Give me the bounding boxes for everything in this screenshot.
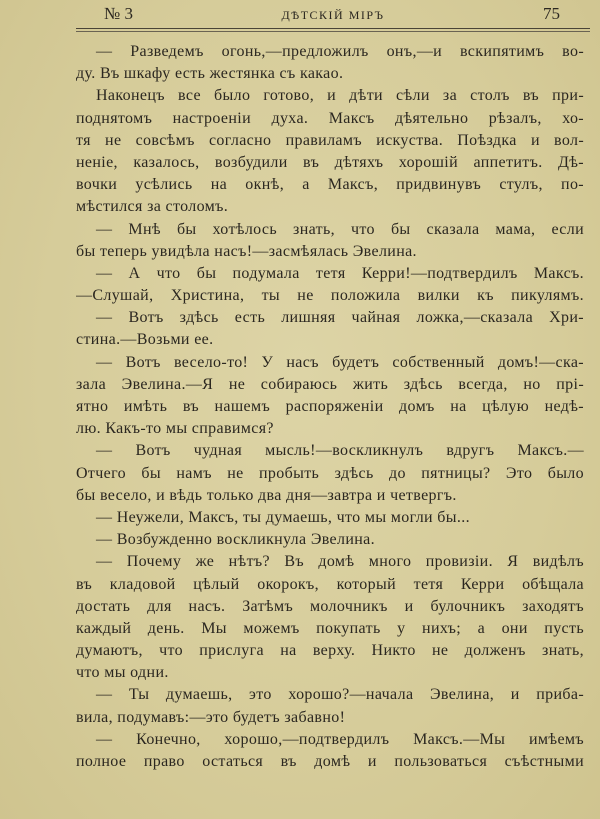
text-line: —Слушай, Христина, ты не положила вилки къ пикулямъ. xyxy=(76,287,584,305)
journal-title: ДѢТСКIЙ МIРЪ xyxy=(281,8,385,22)
text-line: Наконецъ все было готово, и дѣти сѣли за столъ въ при- xyxy=(96,87,584,105)
text-line: вила, подумавъ:—это будетъ забавно! xyxy=(76,708,346,726)
running-header xyxy=(76,4,590,26)
text-line: — Почему же нѣтъ? Въ домѣ много провизiи. Я видѣлъ xyxy=(96,553,584,571)
issue-number: № 3 xyxy=(104,4,133,23)
text-line: — А что бы подумала тетя Керри!—подтвердилъ Максъ. xyxy=(96,264,584,282)
text-line: думаютъ, что прислуга на верху. Никто не долженъ знать, xyxy=(76,642,584,660)
text-line: поднятомъ настроенiи духа. Максъ дѣятельно рѣзалъ, хо- xyxy=(76,109,584,127)
text-line: — Конечно, хорошо,—подтвердилъ Максъ.—Мы имѣемъ xyxy=(96,730,584,748)
text-line: бы весело, и вѣдь только два дня—завтра и четвергъ. xyxy=(76,486,457,504)
text-line: тя не совсѣмъ согласно правиламъ искуства. Поѣздка и вол- xyxy=(76,131,584,149)
text-line: мѣстился за столомъ. xyxy=(76,198,229,216)
text-line: — Ты думаешь, это хорошо?—начала Эвелина, и приба- xyxy=(96,686,584,704)
text-line: въ кладовой цѣлый окорокъ, который тетя Керри обѣщала xyxy=(76,575,584,593)
text-line: что мы одни. xyxy=(76,664,169,682)
text-line: вочки усѣлись на окнѣ, а Максъ, придвинувъ стулъ, по- xyxy=(76,176,584,194)
text-line: лю. Какъ-то мы справимся? xyxy=(76,420,274,438)
text-line: зала Эвелина.—Я не собираюсь жить здѣсь всегда, но прi- xyxy=(76,375,584,393)
page-body-text xyxy=(76,41,584,773)
text-line: — Мнѣ бы хотѣлось знать, что бы сказала мама, если xyxy=(96,220,584,238)
text-line: — Вотъ весело-то! У насъ будетъ собственный домъ!—ска- xyxy=(96,353,584,371)
text-line: бы теперь увидѣла насъ!—засмѣялась Эвелина. xyxy=(76,242,417,260)
text-line: ятно имѣть въ нашемъ распоряженiи домъ на цѣлую недѣ- xyxy=(76,398,584,415)
header-rule xyxy=(76,28,590,32)
text-line: — Вотъ здѣсь есть лишняя чайная ложка,—сказала Хри- xyxy=(96,309,584,327)
text-line: Отчего бы намъ не пробыть здѣсь до пятницы? Это было xyxy=(76,464,584,482)
text-line: — Неужели, Максъ, ты думаешь, что мы могли бы... xyxy=(96,508,470,526)
text-line: каждый день. Мы можемъ покупать у нихъ; а они пусть xyxy=(76,619,584,637)
text-line: — Вотъ чудная мысль!—воскликнулъ вдругъ Максъ.— xyxy=(96,442,584,460)
text-line: достать для насъ. Затѣмъ молочникъ и булочникъ заходятъ xyxy=(76,597,584,615)
text-line: стина.—Возьми ее. xyxy=(76,331,214,349)
text-line: полное право остаться въ домѣ и пользоваться съѣстными xyxy=(76,753,584,770)
page-number: 75 xyxy=(543,4,560,23)
text-line: — Возбужденно воскликнула Эвелина. xyxy=(96,531,375,549)
text-line: — Разведемъ огонь,—предложилъ онъ,—и вскипятимъ во- xyxy=(96,43,584,60)
text-line: ненiе, казалось, возбудили въ дѣтяхъ хорошiй аппетитъ. Дѣ- xyxy=(76,153,584,171)
text-line: ду. Въ шкафу есть жестянка съ какао. xyxy=(76,65,344,83)
